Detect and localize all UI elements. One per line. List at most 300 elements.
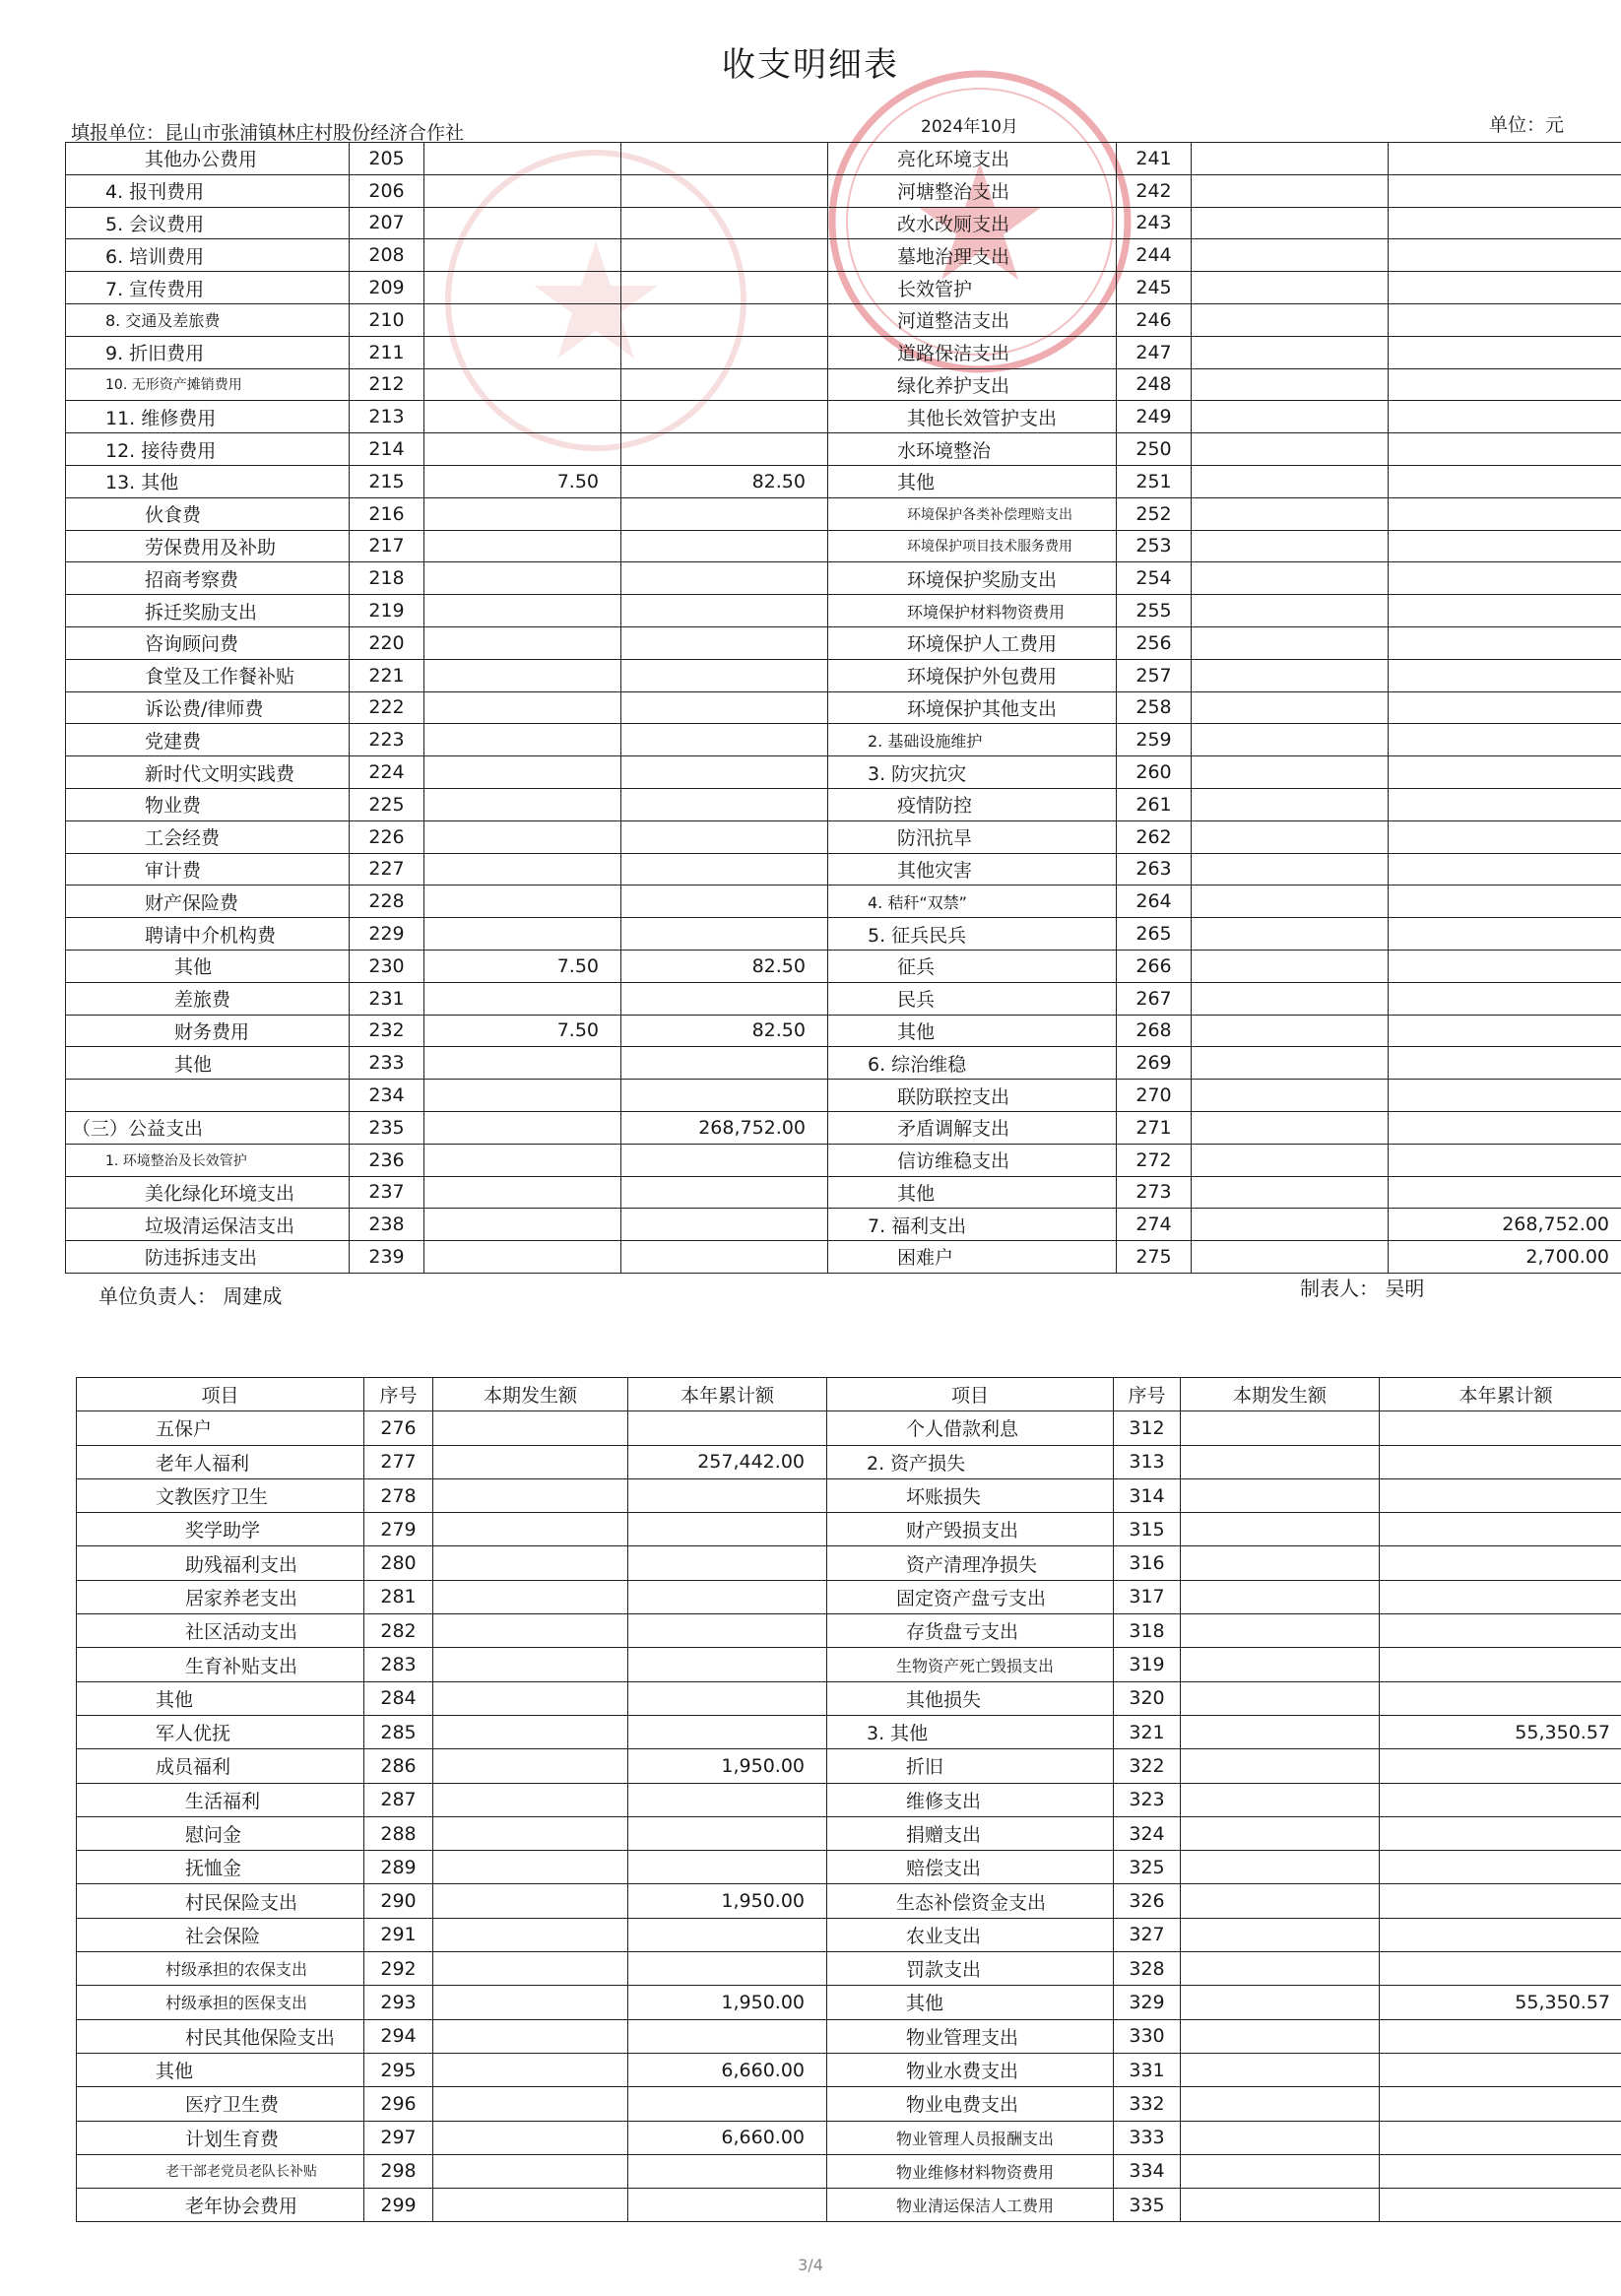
- row-current-left: [424, 820, 621, 853]
- row-current-left: [433, 2189, 628, 2222]
- row-ytd-left: [628, 2087, 827, 2121]
- row-item-right: 改水改厕支出: [828, 207, 1117, 239]
- row-seq-right: 244: [1117, 239, 1192, 272]
- table-row: [66, 724, 1621, 756]
- row-seq-right: 313: [1114, 1445, 1181, 1478]
- row-ytd-right: [1380, 1851, 1621, 1884]
- row-current-left: [424, 982, 621, 1015]
- row-ytd-left: [628, 2019, 827, 2053]
- row-current-right: [1192, 1111, 1389, 1144]
- row-seq-right: 326: [1114, 1884, 1181, 1918]
- header-item-right: 项目: [827, 1378, 1114, 1411]
- row-seq-left: 277: [364, 1445, 433, 1478]
- row-item-right: 2. 资产损失: [827, 1445, 1114, 1478]
- row-ytd-left: [621, 530, 828, 562]
- row-item-left: 美化绿化环境支出: [66, 1176, 350, 1209]
- row-current-right: [1181, 1445, 1380, 1478]
- row-item-right: 固定资产盘亏支出: [827, 1580, 1114, 1613]
- row-item-left: 财务费用: [66, 1015, 350, 1047]
- row-seq-right: 269: [1117, 1047, 1192, 1080]
- row-seq-left: 218: [350, 562, 424, 595]
- row-current-left: [424, 756, 621, 789]
- table-row: [66, 788, 1621, 820]
- row-current-left: [433, 1952, 628, 1986]
- row-current-right: [1181, 1411, 1380, 1445]
- row-ytd-left: [628, 1478, 827, 1512]
- row-current-right: [1181, 1816, 1380, 1850]
- row-seq-left: 215: [350, 465, 424, 497]
- row-ytd-right: [1380, 1918, 1621, 1951]
- row-ytd-left: [628, 1648, 827, 1681]
- row-seq-left: 283: [364, 1648, 433, 1681]
- row-seq-right: 268: [1117, 1015, 1192, 1047]
- row-ytd-right: [1389, 1047, 1621, 1080]
- row-item-left: 军人优抚: [77, 1715, 364, 1748]
- row-seq-left: 288: [364, 1816, 433, 1850]
- table-row: [66, 1144, 1621, 1176]
- row-current-left: [433, 1918, 628, 1951]
- table-row: [77, 1445, 1621, 1478]
- row-item-left: 伙食费: [66, 497, 350, 530]
- row-item-right: 其他灾害: [828, 853, 1117, 886]
- row-seq-left: 281: [364, 1580, 433, 1613]
- row-seq-right: 325: [1114, 1851, 1181, 1884]
- row-current-right: [1192, 465, 1389, 497]
- row-seq-left: 299: [364, 2189, 433, 2222]
- row-seq-left: 229: [350, 918, 424, 951]
- row-ytd-left: [621, 1047, 828, 1080]
- row-current-right: [1192, 918, 1389, 951]
- row-ytd-right: [1380, 1816, 1621, 1850]
- row-item-right: 墓地治理支出: [828, 239, 1117, 272]
- row-item-left: [66, 1080, 350, 1112]
- row-current-left: [424, 724, 621, 756]
- row-seq-left: 214: [350, 433, 424, 466]
- header-ytd-right: 本年累计额: [1380, 1378, 1621, 1411]
- row-current-right: [1181, 1546, 1380, 1580]
- table-row: [66, 530, 1621, 562]
- row-ytd-right: [1380, 1749, 1621, 1783]
- row-current-right: [1192, 820, 1389, 853]
- row-ytd-left: [628, 1546, 827, 1580]
- row-item-left: 防违拆违支出: [66, 1241, 350, 1274]
- row-ytd-left: [621, 272, 828, 304]
- row-ytd-right: [1389, 207, 1621, 239]
- row-ytd-right: [1389, 401, 1621, 433]
- row-item-right: 其他: [827, 1986, 1114, 2019]
- row-seq-right: 252: [1117, 497, 1192, 530]
- row-ytd-right: [1389, 272, 1621, 304]
- row-item-left: 聘请中介机构费: [66, 918, 350, 951]
- row-ytd-left: [621, 853, 828, 886]
- row-current-right: [1181, 1580, 1380, 1613]
- row-item-left: 审计费: [66, 853, 350, 886]
- row-seq-left: 236: [350, 1144, 424, 1176]
- row-item-left: 9. 折旧费用: [66, 336, 350, 368]
- row-item-left: 社区活动支出: [77, 1614, 364, 1648]
- row-ytd-left: [628, 1580, 827, 1613]
- row-item-left: 助残福利支出: [77, 1546, 364, 1580]
- row-seq-right: 247: [1117, 336, 1192, 368]
- row-current-right: [1192, 1080, 1389, 1112]
- row-current-left: [424, 1144, 621, 1176]
- row-ytd-right: [1389, 174, 1621, 207]
- row-seq-right: 317: [1114, 1580, 1181, 1613]
- row-item-left: 4. 报刊费用: [66, 174, 350, 207]
- row-seq-right: 264: [1117, 886, 1192, 918]
- row-item-right: 环境保护外包费用: [828, 659, 1117, 691]
- row-seq-right: 320: [1114, 1681, 1181, 1715]
- row-item-right: 民兵: [828, 982, 1117, 1015]
- row-current-right: [1192, 1015, 1389, 1047]
- row-current-left: [433, 1411, 628, 1445]
- row-current-right: [1181, 1783, 1380, 1816]
- row-item-right: 防汛抗旱: [828, 820, 1117, 853]
- row-current-right: [1192, 886, 1389, 918]
- row-item-left: 生活福利: [77, 1783, 364, 1816]
- row-seq-right: 256: [1117, 626, 1192, 659]
- currency-unit: 单位：元: [1489, 114, 1565, 136]
- table-header-row: [77, 1378, 1621, 1411]
- row-current-right: [1192, 724, 1389, 756]
- row-item-left: 工会经费: [66, 820, 350, 853]
- table-row: [66, 886, 1621, 918]
- row-ytd-right: [1380, 1783, 1621, 1816]
- row-ytd-right: [1389, 1015, 1621, 1047]
- row-seq-left: 234: [350, 1080, 424, 1112]
- row-seq-right: 261: [1117, 788, 1192, 820]
- row-seq-right: 266: [1117, 950, 1192, 982]
- row-current-right: [1192, 950, 1389, 982]
- table-row: [77, 1884, 1621, 1918]
- row-item-right: 其他长效管护支出: [828, 401, 1117, 433]
- row-current-right: [1181, 2154, 1380, 2188]
- table-row: [77, 1681, 1621, 1715]
- row-item-left: 奖学助学: [77, 1513, 364, 1546]
- row-item-right: 其他: [828, 1015, 1117, 1047]
- row-seq-right: 321: [1114, 1715, 1181, 1748]
- row-current-right: [1192, 207, 1389, 239]
- row-seq-right: 263: [1117, 853, 1192, 886]
- row-item-right: 河塘整治支出: [828, 174, 1117, 207]
- row-current-left: [424, 207, 621, 239]
- row-current-right: [1181, 1513, 1380, 1546]
- row-seq-left: 293: [364, 1986, 433, 2019]
- table-row: [66, 143, 1621, 175]
- row-current-left: [424, 626, 621, 659]
- row-item-left: 食堂及工作餐补贴: [66, 659, 350, 691]
- row-item-left: 13. 其他: [66, 465, 350, 497]
- row-item-left: 拆迁奖励支出: [66, 595, 350, 627]
- row-current-left: [424, 239, 621, 272]
- row-ytd-left: [621, 691, 828, 724]
- row-ytd-right: [1380, 1445, 1621, 1478]
- row-item-right: 4. 秸秆“双禁”: [828, 886, 1117, 918]
- row-current-left: [433, 1648, 628, 1681]
- row-current-right: [1192, 530, 1389, 562]
- row-current-right: [1181, 1851, 1380, 1884]
- table-row: [66, 820, 1621, 853]
- row-item-right: 物业管理支出: [827, 2019, 1114, 2053]
- report-period: 2024年10月: [921, 117, 1018, 137]
- table-row: [66, 918, 1621, 951]
- table-row: [77, 2154, 1621, 2188]
- row-current-left: [433, 1986, 628, 2019]
- row-seq-right: 324: [1114, 1816, 1181, 1850]
- row-current-left: [433, 2154, 628, 2188]
- row-current-right: [1192, 626, 1389, 659]
- row-seq-right: 332: [1114, 2087, 1181, 2121]
- header-current-left: 本期发生额: [433, 1378, 628, 1411]
- row-current-left: [424, 272, 621, 304]
- row-ytd-right: [1389, 1080, 1621, 1112]
- row-current-left: [433, 1816, 628, 1850]
- row-item-right: 赔偿支出: [827, 1851, 1114, 1884]
- row-item-left: （三）公益支出: [66, 1111, 350, 1144]
- row-seq-right: 272: [1117, 1144, 1192, 1176]
- table-row: [77, 1715, 1621, 1748]
- header-item-left: 项目: [77, 1378, 364, 1411]
- row-seq-left: 220: [350, 626, 424, 659]
- row-seq-left: 226: [350, 820, 424, 853]
- row-ytd-right: [1380, 1884, 1621, 1918]
- row-current-left: 7.50: [424, 950, 621, 982]
- row-seq-right: 333: [1114, 2121, 1181, 2154]
- row-item-right: 维修支出: [827, 1783, 1114, 1816]
- table-row: [66, 1080, 1621, 1112]
- row-current-left: [433, 1614, 628, 1648]
- table-row: [77, 2087, 1621, 2121]
- row-ytd-right: [1380, 1952, 1621, 1986]
- row-current-right: [1181, 1614, 1380, 1648]
- row-item-left: 垃圾清运保洁支出: [66, 1209, 350, 1241]
- row-ytd-right: [1389, 239, 1621, 272]
- table-row: [77, 1411, 1621, 1445]
- row-ytd-left: [621, 788, 828, 820]
- row-item-right: 存货盘亏支出: [827, 1614, 1114, 1648]
- row-current-right: [1192, 853, 1389, 886]
- row-current-left: [433, 1580, 628, 1613]
- row-seq-left: 233: [350, 1047, 424, 1080]
- row-ytd-right: [1389, 886, 1621, 918]
- row-ytd-left: 257,442.00: [628, 1445, 827, 1478]
- row-item-left: 其他: [66, 1047, 350, 1080]
- row-item-left: 抚恤金: [77, 1851, 364, 1884]
- row-seq-right: 249: [1117, 401, 1192, 433]
- table-row: [77, 1749, 1621, 1783]
- row-seq-left: 237: [350, 1176, 424, 1209]
- table-row: [77, 1918, 1621, 1951]
- row-item-left: 居家养老支出: [77, 1580, 364, 1613]
- row-current-right: [1181, 1648, 1380, 1681]
- table-row: [66, 595, 1621, 627]
- table-row: [66, 950, 1621, 982]
- row-item-right: 坏账损失: [827, 1478, 1114, 1512]
- row-current-right: [1192, 336, 1389, 368]
- row-seq-left: 290: [364, 1884, 433, 1918]
- row-ytd-left: [621, 174, 828, 207]
- row-ytd-right: [1380, 1546, 1621, 1580]
- row-item-left: 12. 接待费用: [66, 433, 350, 466]
- unit-leader-signature: 单位负责人： 周建成: [98, 1284, 283, 1308]
- row-current-right: [1192, 272, 1389, 304]
- row-current-right: [1181, 2087, 1380, 2121]
- header-ytd-left: 本年累计额: [628, 1378, 827, 1411]
- row-item-right: 矛盾调解支出: [828, 1111, 1117, 1144]
- row-ytd-left: [628, 1614, 827, 1648]
- row-item-right: 联防联控支出: [828, 1080, 1117, 1112]
- row-item-right: 物业维修材料物资费用: [827, 2154, 1114, 2188]
- income-expense-table-2: [76, 1377, 1621, 2222]
- row-seq-right: 334: [1114, 2154, 1181, 2188]
- row-current-left: [433, 1478, 628, 1512]
- row-item-right: 绿化养护支出: [828, 368, 1117, 401]
- row-ytd-right: [1389, 724, 1621, 756]
- row-ytd-left: [621, 303, 828, 336]
- row-seq-right: 242: [1117, 174, 1192, 207]
- row-ytd-right: [1389, 143, 1621, 175]
- row-seq-right: 314: [1114, 1478, 1181, 1512]
- row-item-right: 3. 其他: [827, 1715, 1114, 1748]
- row-current-left: [433, 2087, 628, 2121]
- row-item-left: 7. 宣传费用: [66, 272, 350, 304]
- row-current-left: [424, 1241, 621, 1274]
- row-current-left: [433, 1445, 628, 1478]
- table-row: [77, 1816, 1621, 1850]
- row-item-left: 其他: [77, 1681, 364, 1715]
- table-row: [66, 1047, 1621, 1080]
- row-seq-right: 270: [1117, 1080, 1192, 1112]
- table-row: [66, 853, 1621, 886]
- row-seq-right: 318: [1114, 1614, 1181, 1648]
- row-seq-right: 330: [1114, 2019, 1181, 2053]
- row-item-right: 3. 防灾抗灾: [828, 756, 1117, 789]
- row-item-right: 水环境整治: [828, 433, 1117, 466]
- table-row: [66, 303, 1621, 336]
- row-item-right: 环境保护材料物资费用: [828, 595, 1117, 627]
- row-seq-right: 271: [1117, 1111, 1192, 1144]
- row-item-left: 五保户: [77, 1411, 364, 1445]
- row-item-right: 其他: [828, 1176, 1117, 1209]
- row-seq-left: 227: [350, 853, 424, 886]
- row-ytd-right: [1380, 1478, 1621, 1512]
- row-ytd-left: [621, 239, 828, 272]
- row-ytd-left: 6,660.00: [628, 2053, 827, 2086]
- row-seq-left: 209: [350, 272, 424, 304]
- row-current-right: [1192, 368, 1389, 401]
- row-seq-left: 231: [350, 982, 424, 1015]
- row-item-left: 文教医疗卫生: [77, 1478, 364, 1512]
- row-ytd-left: 82.50: [621, 1015, 828, 1047]
- row-current-left: [424, 1080, 621, 1112]
- row-ytd-left: 1,950.00: [628, 1884, 827, 1918]
- row-current-left: [424, 1209, 621, 1241]
- table-row: [77, 1986, 1621, 2019]
- row-seq-right: 273: [1117, 1176, 1192, 1209]
- row-ytd-right: [1389, 465, 1621, 497]
- table-row: [77, 2121, 1621, 2154]
- row-current-right: [1181, 2189, 1380, 2222]
- row-ytd-right: [1389, 1144, 1621, 1176]
- row-current-left: [433, 1783, 628, 1816]
- row-ytd-right: 55,350.57: [1380, 1986, 1621, 2019]
- row-item-left: 咨询顾问费: [66, 626, 350, 659]
- row-current-left: [433, 2019, 628, 2053]
- row-current-left: [424, 530, 621, 562]
- row-seq-right: 250: [1117, 433, 1192, 466]
- row-current-right: [1192, 497, 1389, 530]
- row-item-left: 财产保险费: [66, 886, 350, 918]
- row-seq-left: 222: [350, 691, 424, 724]
- row-ytd-right: [1380, 1614, 1621, 1648]
- row-ytd-left: [621, 1209, 828, 1241]
- row-item-left: 5. 会议费用: [66, 207, 350, 239]
- row-ytd-right: [1389, 1111, 1621, 1144]
- row-ytd-left: 6,660.00: [628, 2121, 827, 2154]
- row-seq-left: 228: [350, 886, 424, 918]
- row-current-left: [424, 368, 621, 401]
- table-row: [77, 1614, 1621, 1648]
- row-ytd-left: [621, 1080, 828, 1112]
- row-ytd-left: [621, 756, 828, 789]
- row-item-right: 征兵: [828, 950, 1117, 982]
- row-current-right: [1181, 1952, 1380, 1986]
- row-ytd-left: [621, 1176, 828, 1209]
- row-ytd-left: [621, 207, 828, 239]
- row-current-left: [424, 336, 621, 368]
- income-expense-table-1: [65, 142, 1621, 1274]
- row-current-left: [424, 1047, 621, 1080]
- row-seq-left: 239: [350, 1241, 424, 1274]
- row-item-left: 医疗卫生费: [77, 2087, 364, 2121]
- row-current-right: [1181, 1681, 1380, 1715]
- row-current-left: [424, 401, 621, 433]
- row-item-left: 老干部老党员老队长补贴: [77, 2154, 364, 2188]
- table-row: [66, 336, 1621, 368]
- row-seq-left: 278: [364, 1478, 433, 1512]
- row-seq-left: 286: [364, 1749, 433, 1783]
- row-ytd-right: [1389, 788, 1621, 820]
- row-current-left: [424, 1176, 621, 1209]
- row-seq-left: 289: [364, 1851, 433, 1884]
- row-item-right: 其他损失: [827, 1681, 1114, 1715]
- row-item-right: 捐赠支出: [827, 1816, 1114, 1850]
- table-row: [66, 497, 1621, 530]
- row-seq-left: 224: [350, 756, 424, 789]
- table-row: [77, 2053, 1621, 2086]
- row-current-left: 7.50: [424, 1015, 621, 1047]
- row-seq-right: 316: [1114, 1546, 1181, 1580]
- table-row: [66, 626, 1621, 659]
- row-ytd-left: 268,752.00: [621, 1111, 828, 1144]
- row-item-left: 社会保险: [77, 1918, 364, 1951]
- table-row: [77, 1851, 1621, 1884]
- row-ytd-right: [1389, 853, 1621, 886]
- row-seq-right: 274: [1117, 1209, 1192, 1241]
- row-seq-right: 327: [1114, 1918, 1181, 1951]
- table-row: [77, 1648, 1621, 1681]
- row-ytd-right: [1389, 918, 1621, 951]
- row-ytd-right: [1389, 303, 1621, 336]
- row-seq-right: 275: [1117, 1241, 1192, 1274]
- row-ytd-left: [621, 626, 828, 659]
- row-item-left: 其他: [66, 950, 350, 982]
- row-ytd-left: 82.50: [621, 950, 828, 982]
- row-current-right: [1192, 756, 1389, 789]
- row-current-right: [1192, 174, 1389, 207]
- table-row: [66, 562, 1621, 595]
- header-seq-right: 序号: [1114, 1378, 1181, 1411]
